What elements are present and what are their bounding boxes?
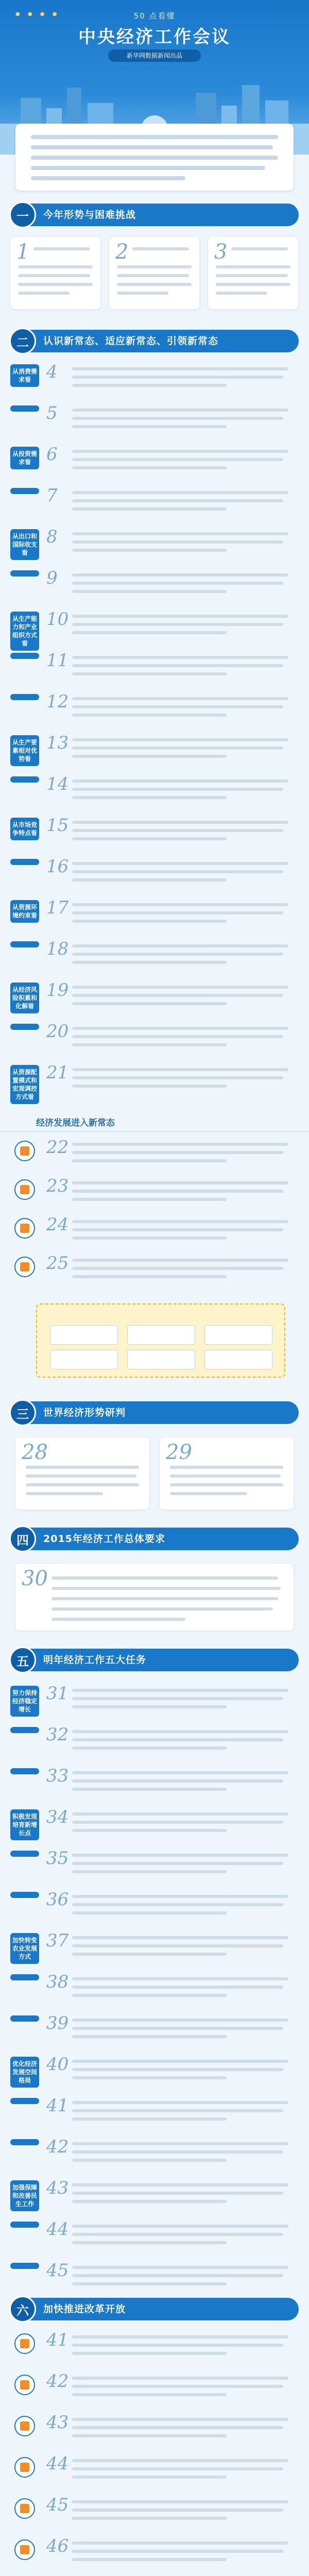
point-item: [46, 404, 294, 440]
point-item: [46, 2262, 294, 2298]
point-item: [46, 569, 294, 605]
point-number: 5: [46, 403, 58, 423]
category-tag: [10, 1892, 39, 1898]
decorative-dots: ● ● ● ●: [15, 11, 60, 17]
section-illustration-icon: [14, 2498, 35, 2519]
section-6-header: [10, 2298, 299, 2320]
point-item: [46, 1932, 294, 1968]
category-tag: 从市场竞争特点看: [10, 818, 39, 840]
category-tag: 从消费需求看: [10, 364, 39, 387]
point-item: [46, 1973, 294, 2009]
point-item: [46, 1177, 294, 1211]
point-number: 15: [46, 815, 69, 836]
point-number: 7: [46, 485, 58, 506]
point-card: [15, 1564, 294, 1631]
point-item: [46, 1850, 294, 1886]
point-number: 4: [46, 362, 58, 382]
point-number: 8: [46, 527, 58, 547]
point-number: 32: [46, 1724, 69, 1745]
category-tag: [10, 1851, 39, 1857]
point-item: [46, 2331, 294, 2367]
point-number: 18: [46, 939, 69, 959]
category-tag: 加快转变农业发展方式: [10, 1933, 39, 1964]
category-tag: [10, 694, 39, 700]
category-tag: [10, 488, 39, 494]
point-number: 44: [46, 2219, 69, 2240]
category-tag: [10, 2222, 39, 2228]
section-illustration-icon: [14, 2457, 35, 2478]
point-number: 9: [46, 568, 58, 588]
point-item: [46, 940, 294, 976]
section-number: 三: [9, 1399, 36, 1426]
point-number: 11: [46, 650, 69, 671]
divider: [0, 1131, 309, 1132]
section-illustration-icon: [14, 1179, 35, 1200]
subsection-heading: 经济发展进入新常态: [36, 1118, 115, 1128]
section-title: 认识新常态、适应新常态、引领新常态: [43, 335, 219, 347]
point-number: 28: [22, 1440, 48, 1464]
point-item: [46, 2414, 294, 2450]
point-number: 36: [46, 1889, 69, 1910]
point-item: [46, 652, 294, 688]
point-number: 10: [46, 609, 69, 630]
section-number: 二: [9, 328, 36, 354]
point-number: 19: [46, 980, 69, 1001]
category-tag: 从经济风险积累和化解看: [10, 982, 39, 1013]
point-item: [46, 1064, 294, 1100]
section-title: 今年形势与困难挑战: [43, 209, 136, 221]
point-item: [46, 2455, 294, 2491]
point-number: 43: [46, 2412, 69, 2433]
category-tag: 从生产要素相对优势看: [10, 735, 39, 766]
point-number: 30: [22, 1567, 48, 1590]
point-item: [46, 1767, 294, 1803]
hero-kicker: 50 点看懂: [133, 11, 176, 21]
section-1-header: [10, 204, 299, 226]
category-tag: 积极发现培育新增长点: [10, 1809, 39, 1840]
point-number: 25: [46, 1253, 69, 1274]
point-item: [46, 2056, 294, 2092]
point-number: 41: [46, 2330, 69, 2350]
category-tag: 努力保持经济稳定增长: [10, 1686, 39, 1717]
point-item: [46, 611, 294, 647]
point-card: [160, 1437, 294, 1510]
section-5-header: [10, 1649, 299, 1671]
point-number: 16: [46, 856, 69, 877]
point-item: [46, 981, 294, 1018]
point-item: [46, 2014, 294, 2050]
section-illustration-icon: [14, 2416, 35, 2436]
category-tag: 从生产能力和产业组织方式看: [10, 612, 39, 651]
category-tag: 从投资需求看: [10, 447, 39, 469]
category-tag: 从资源配置模式和宏观调控方式看: [10, 1065, 39, 1104]
point-number: 45: [46, 2260, 69, 2281]
point-number: 1: [16, 240, 30, 264]
point-item: [46, 487, 294, 523]
point-item: [46, 363, 294, 399]
point-number: 29: [166, 1440, 192, 1464]
section-illustration-icon: [14, 2333, 35, 2354]
category-tag: [10, 941, 39, 947]
point-number: 13: [46, 733, 69, 753]
point-number: 46: [46, 2536, 69, 2556]
section-number: 五: [9, 1647, 36, 1673]
point-number: 34: [46, 1807, 69, 1827]
section-title: 2015年经济工作总体要求: [43, 1533, 165, 1545]
point-number: 22: [46, 1137, 69, 1158]
point-number: 23: [46, 1176, 69, 1196]
category-tag: [10, 405, 39, 412]
point-number: 41: [46, 2095, 69, 2116]
point-item: [46, 693, 294, 729]
category-tag: 优化经济发展空间格局: [10, 2057, 39, 2088]
point-card: [208, 237, 298, 309]
category-tag: 加强保障和改善民生工作: [10, 2180, 39, 2211]
point-item: [46, 2179, 294, 2215]
point-item: [46, 2372, 294, 2409]
point-number: 6: [46, 444, 58, 465]
point-item: [46, 1891, 294, 1927]
point-number: 20: [46, 1021, 69, 1042]
point-number: 43: [46, 2178, 69, 2198]
category-tag: [10, 2015, 39, 2022]
category-tag: [10, 1727, 39, 1733]
section-title: 加快推进改革开放: [43, 2303, 126, 2315]
point-item: [46, 1023, 294, 1059]
category-tag: [10, 653, 39, 659]
category-tag: [10, 1768, 39, 1774]
point-number: 37: [46, 1930, 69, 1951]
point-item: [46, 899, 294, 935]
point-item: [46, 1808, 294, 1844]
intro-paragraph-panel: [15, 124, 294, 191]
point-item: [46, 1216, 294, 1249]
point-number: 38: [46, 1972, 69, 1992]
section-2-header: [10, 330, 299, 352]
point-number: 12: [46, 691, 69, 712]
section-title: 世界经济形势研判: [43, 1407, 126, 1418]
hero-subtitle: 新华网数据新闻出品: [108, 49, 201, 62]
point-number: 17: [46, 897, 69, 918]
point-item: [46, 858, 294, 894]
point-number: 21: [46, 1062, 69, 1083]
point-item: [46, 1139, 294, 1172]
point-item: [46, 1726, 294, 1762]
point-number: 44: [46, 2453, 69, 2474]
point-item: [46, 1255, 294, 1288]
highlight-box: [36, 1303, 285, 1378]
point-item: [46, 734, 294, 770]
section-illustration-icon: [14, 1218, 35, 1239]
category-tag: [10, 1024, 39, 1030]
point-number: 35: [46, 1848, 69, 1869]
point-item: [46, 2496, 294, 2532]
point-item: [46, 2221, 294, 2257]
point-card: [109, 237, 199, 309]
point-number: 24: [46, 1214, 69, 1235]
section-number: 六: [9, 2296, 36, 2323]
category-tag: 从资源环境约束看: [10, 900, 39, 923]
point-item: [46, 2097, 294, 2133]
category-tag: [10, 859, 39, 865]
point-number: 40: [46, 2054, 69, 2075]
point-number: 14: [46, 774, 69, 794]
category-tag: [10, 776, 39, 783]
point-item: [46, 2138, 294, 2174]
point-card: [15, 1437, 149, 1510]
section-4-header: [10, 1528, 299, 1550]
point-number: 42: [46, 2371, 69, 2392]
point-item: [46, 528, 294, 564]
point-card: [10, 237, 100, 309]
point-number: 39: [46, 2013, 69, 2033]
category-tag: [10, 2139, 39, 2145]
point-item: [46, 817, 294, 853]
category-tag: [10, 570, 39, 577]
point-item: [46, 775, 294, 811]
section-illustration-icon: [14, 1141, 35, 1161]
section-3-header: [10, 1401, 299, 1424]
hero-title: 中央经济工作会议: [78, 27, 231, 47]
section-illustration-icon: [14, 2375, 35, 2395]
section-illustration-icon: [14, 1257, 35, 1277]
category-tag: 从出口和国际收支看: [10, 529, 39, 560]
point-number: 42: [46, 2137, 69, 2157]
point-item: [46, 2537, 294, 2573]
section-title: 明年经济工作五大任务: [43, 1654, 147, 1666]
point-item: [46, 1685, 294, 1721]
point-number: 45: [46, 2495, 69, 2515]
section-illustration-icon: [14, 2539, 35, 2560]
category-tag: [10, 2263, 39, 2269]
category-tag: [10, 2098, 39, 2104]
point-number: 2: [115, 240, 129, 264]
category-tag: [10, 1974, 39, 1980]
point-number: 33: [46, 1766, 69, 1786]
point-number: 3: [214, 240, 228, 264]
section-number: 四: [9, 1526, 36, 1552]
point-number: 31: [46, 1683, 69, 1704]
point-item: [46, 446, 294, 482]
section-number: 一: [9, 201, 36, 228]
